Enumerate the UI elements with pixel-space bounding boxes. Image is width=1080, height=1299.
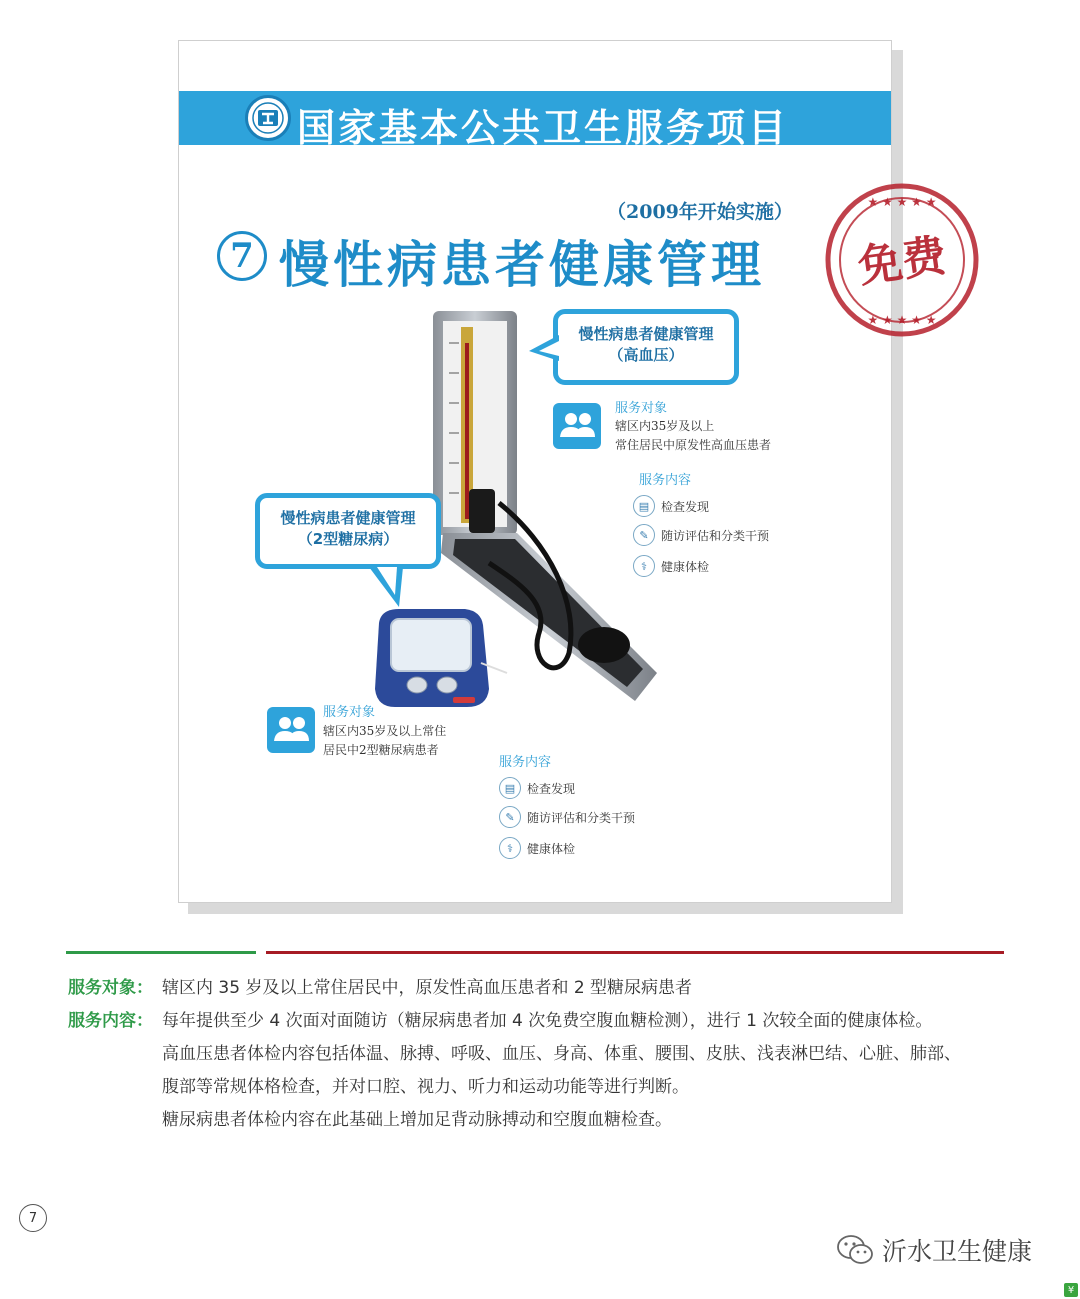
service-content-line4: 糖尿病患者体检内容在此基础上增加足背动脉搏动和空腹血糖检查。 [162,1110,672,1130]
pen-icon: ✎ [633,524,655,546]
diabetes-item-physical: ⚕ 健康体检 [499,837,575,859]
diabetes-target-line1: 辖区内35岁及以上常住 [323,724,447,738]
poster [178,40,892,903]
service-content-line1: 每年提供至少 4 次面对面随访（糖尿病患者加 4 次免费空腹血糖检测），进行 1 次较全面的健康体检。 [162,1011,933,1031]
svg-text:★ ★ ★ ★ ★: ★ ★ ★ ★ ★ [867,313,937,327]
clipboard-icon: ▤ [633,495,655,517]
item-number: 7 [217,231,267,281]
diabetes-item-checkup: ▤ 检查发现 [499,777,575,799]
service-target-row [68,972,1028,1005]
hypertension-content-label: 服务内容 [639,473,692,488]
hypertension-target-users-icon [553,403,601,449]
hypertension-bubble-tail [527,331,561,365]
diabetes-target-line2: 居民中2型糖尿病患者 [323,743,439,757]
hypertension-target-line1: 辖区内35岁及以上 [615,419,715,433]
hypertension-target-label: 服务对象 [615,401,668,416]
diabetes-bubble-line1: 慢性病患者健康管理 [280,509,416,527]
stethoscope-icon: ⚕ [633,555,655,577]
service-content-row [68,1005,1028,1038]
poster-banner [179,91,891,150]
hypertension-bubble-line1: 慢性病患者健康管理 [578,325,714,343]
diabetes-target-label: 服务对象 [323,705,376,720]
service-description [68,972,1028,1137]
diabetes-bubble-tail [365,565,405,609]
service-content-label: 服务内容： [68,1011,153,1031]
diabetes-bubble [255,493,441,569]
hypertension-target-line2: 常住居民中原发性高血压患者 [615,438,772,452]
year-note: （2009年开始实施） [607,201,793,223]
pen-icon: ✎ [499,806,521,828]
banner-title: 国家基本公共卫生服务项目 [297,106,790,150]
hypertension-bubble [553,309,739,385]
hypertension-item-checkup: ▤ 检查发现 [633,495,709,517]
hypertension-bubble-line2: （高血压） [608,346,684,364]
diabetes-content-label: 服务内容 [499,755,552,770]
wechat-icon [836,1233,874,1267]
free-stamp [822,180,982,340]
divider-green [66,951,256,954]
service-content-line3: 腹部等常规体格检查，并对口腔、视力、听力和运动功能等进行判断。 [162,1077,689,1097]
free-stamp-text: 免费 [855,230,950,293]
hypertension-item-followup: ✎ 随访评估和分类干预 [633,524,769,546]
page-number: 7 [19,1204,47,1232]
diabetes-bubble-line2: （2型糖尿病） [297,530,399,548]
corner-badge-icon: ¥ [1064,1283,1078,1297]
service-target-text: 辖区内 35 岁及以上常住居民中，原发性高血压患者和 2 型糖尿病患者 [162,978,693,998]
watermark [836,1232,1032,1268]
glucose-meter-image [369,603,509,713]
watermark-text: 沂水卫生健康 [882,1237,1033,1266]
public-health-logo-icon [245,95,291,141]
service-content-line2: 高血压患者体检内容包括体温、脉搏、呼吸、血压、身高、体重、腰围、皮肤、浅表淋巴结、心脏、肺部、 [162,1044,961,1064]
diabetes-target-users-icon [267,707,315,753]
clipboard-icon: ▤ [499,777,521,799]
diabetes-item-followup: ✎ 随访评估和分类干预 [499,806,635,828]
hypertension-item-physical: ⚕ 健康体检 [633,555,709,577]
main-title: 慢性病患者健康管理 [279,236,765,294]
svg-text:★ ★ ★ ★ ★: ★ ★ ★ ★ ★ [867,195,937,209]
stethoscope-icon: ⚕ [499,837,521,859]
service-target-label: 服务对象： [68,978,153,998]
divider-red [266,951,1004,954]
